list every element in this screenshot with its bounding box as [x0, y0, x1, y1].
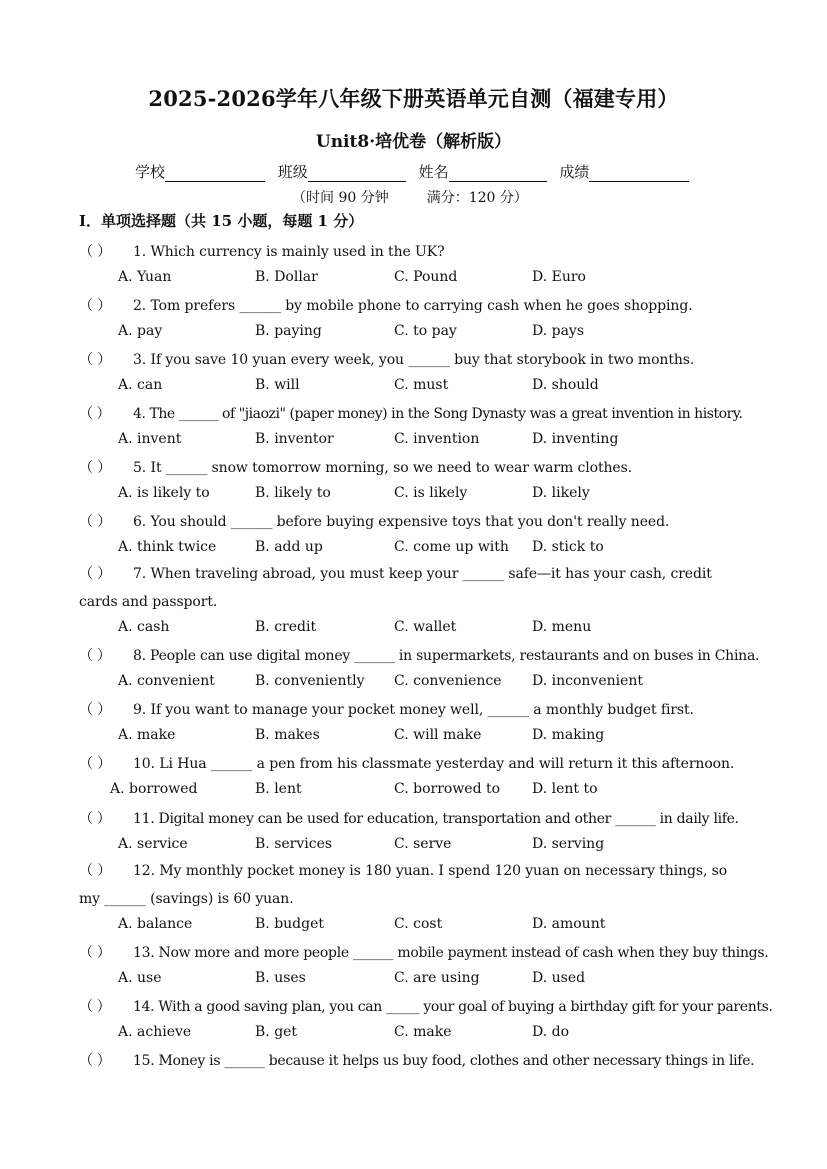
answer-paren: （ ）	[79, 566, 112, 582]
option-a: A. is likely to	[118, 485, 210, 501]
question-text: 10. Li Hua ______ a pen from his classmate yesterday and will return it this afternoon.	[133, 756, 735, 772]
question-text: 1. Which currency is mainly used in the UK?	[133, 244, 445, 260]
option-c: C. come up with	[394, 539, 509, 555]
question-text: 14. With a good saving plan, you can _____ your goal of buying a birthday gift for your parents.	[133, 999, 773, 1015]
option-b: B. will	[255, 377, 300, 393]
option-d: D. amount	[532, 916, 606, 932]
question-14	[79, 996, 773, 1016]
option-b: B. budget	[255, 916, 325, 932]
school-blank	[165, 164, 265, 182]
question-1	[79, 241, 445, 261]
question-text: 12. My monthly pocket money is 180 yuan. I spend 120 yuan on necessary things, so my ______ (savings) is 60 yuan.	[79, 863, 728, 907]
question-text: 7. When traveling abroad, you must keep your ______ safe—it has your cash, credit cards and passport.	[79, 566, 712, 610]
question-text: 5. It ______ snow tomorrow morning, so we need to wear warm clothes.	[133, 460, 633, 476]
option-b: B. lent	[255, 781, 302, 797]
option-c: C. make	[394, 1024, 452, 1040]
question-text: 6. You should ______ before buying expensive toys that you don't really need.	[133, 514, 670, 530]
option-a: A. pay	[118, 323, 163, 339]
option-b: B. makes	[255, 727, 320, 743]
option-d: D. used	[532, 970, 586, 986]
option-b: B. likely to	[255, 485, 331, 501]
answer-paren: （ ）	[79, 460, 112, 476]
option-d: D. menu	[532, 619, 592, 635]
answer-paren: （ ）	[79, 999, 111, 1015]
question-13	[79, 942, 768, 962]
option-a: A. achieve	[118, 1024, 192, 1040]
question-text: 2. Tom prefers ______ by mobile phone to carrying cash when he goes shopping.	[133, 298, 693, 314]
answer-paren: （ ）	[79, 406, 111, 422]
question-text: 9. If you want to manage your pocket money well, ______ a monthly budget first.	[133, 702, 694, 718]
option-b: B. credit	[255, 619, 317, 635]
answer-paren: （ ）	[79, 863, 112, 879]
time-limit: （时间 90 分钟	[292, 190, 389, 206]
option-c: C. must	[394, 377, 449, 393]
answer-paren: （ ）	[79, 702, 112, 718]
option-d: D. pays	[532, 323, 585, 339]
question-text: 13. Now more and more people ______ mobile payment instead of cash when they buy things.	[133, 945, 769, 961]
option-d: D. inventing	[532, 431, 619, 447]
option-d: D. do	[532, 1024, 570, 1040]
option-a: A. cash	[118, 619, 170, 635]
page-subtitle: Unit8·培优卷（解析版）	[315, 132, 512, 152]
option-a: A. make	[118, 727, 176, 743]
option-c: C. are using	[394, 970, 480, 986]
question-text: 11. Digital money can be used for education, transportation and other ______ in daily life.	[133, 811, 739, 827]
exam-meta	[292, 187, 528, 207]
answer-paren: （ ）	[79, 811, 111, 827]
option-c: C. is likely	[394, 485, 468, 501]
question-9	[79, 699, 694, 719]
school-label: 学校	[135, 163, 166, 181]
question-7	[79, 560, 751, 616]
option-c: C. will make	[394, 727, 482, 743]
option-d: D. Euro	[532, 269, 586, 285]
option-a: A. can	[118, 377, 163, 393]
option-d: D. likely	[532, 485, 590, 501]
answer-paren: （ ）	[79, 352, 112, 368]
answer-paren: （ ）	[79, 244, 112, 260]
question-text: 8. People can use digital money ______ in supermarkets, restaurants and on buses in China.	[133, 648, 760, 664]
option-b: B. uses	[255, 970, 306, 986]
option-c: C. Pound	[394, 269, 458, 285]
option-c: C. convenience	[394, 673, 502, 689]
question-2	[79, 295, 693, 315]
student-info-row	[135, 161, 697, 182]
section-heading: I．单项选择题（共 15 小题，每题 1 分）	[79, 212, 364, 230]
option-a: A. use	[118, 970, 162, 986]
question-5	[79, 457, 632, 477]
answer-paren: （ ）	[79, 298, 112, 314]
question-12	[79, 857, 751, 913]
option-b: B. Dollar	[255, 269, 318, 285]
answer-paren: （ ）	[79, 945, 111, 961]
question-11	[79, 808, 739, 828]
question-6	[79, 511, 669, 531]
option-a: A. invent	[118, 431, 182, 447]
question-text: 15. Money is ______ because it helps us buy food, clothes and other necessary things in life.	[133, 1053, 755, 1069]
question-10	[79, 753, 734, 773]
option-b: B. inventor	[255, 431, 334, 447]
answer-paren: （ ）	[79, 648, 111, 664]
class-label: 班级	[277, 163, 308, 181]
answer-paren: （ ）	[79, 1053, 111, 1069]
page-title: 2025-2026学年八年级下册英语单元自测（福建专用）	[148, 86, 679, 111]
score-blank	[589, 164, 689, 182]
option-d: D. lent to	[532, 781, 598, 797]
option-a: A. convenient	[118, 673, 215, 689]
question-15	[79, 1050, 754, 1070]
option-d: D. inconvenient	[532, 673, 644, 689]
class-blank	[308, 164, 406, 182]
option-a: A. think twice	[118, 539, 217, 555]
question-text: 3. If you save 10 yuan every week, you ______ buy that storybook in two months.	[133, 352, 695, 368]
question-3	[79, 349, 694, 369]
name-label: 姓名	[418, 163, 449, 181]
option-c: C. cost	[394, 916, 443, 932]
option-d: D. should	[532, 377, 599, 393]
option-d: D. serving	[532, 836, 605, 852]
option-c: C. serve	[394, 836, 452, 852]
option-d: D. making	[532, 727, 605, 743]
full-score: 满分：120 分）	[426, 190, 528, 206]
option-a: A. balance	[118, 916, 193, 932]
answer-paren: （ ）	[79, 756, 112, 772]
option-a: A. Yuan	[118, 269, 172, 285]
option-b: B. add up	[255, 539, 323, 555]
option-b: B. services	[255, 836, 333, 852]
option-c: C. to pay	[394, 323, 457, 339]
question-8	[79, 645, 759, 665]
option-a: A. service	[118, 836, 188, 852]
answer-paren: （ ）	[79, 514, 112, 530]
option-b: B. get	[255, 1024, 298, 1040]
option-a: A. borrowed	[110, 781, 198, 797]
option-b: B. paying	[255, 323, 322, 339]
name-blank	[449, 164, 547, 182]
option-c: C. invention	[394, 431, 480, 447]
question-4	[79, 403, 742, 423]
score-label: 成绩	[559, 163, 590, 181]
option-c: C. borrowed to	[394, 781, 501, 797]
option-d: D. stick to	[532, 539, 604, 555]
question-text: 4. The ______ of "jiaozi" (paper money) in the Song Dynasty was a great invention in history.	[133, 406, 743, 422]
option-c: C. wallet	[394, 619, 457, 635]
option-b: B. conveniently	[255, 673, 365, 689]
